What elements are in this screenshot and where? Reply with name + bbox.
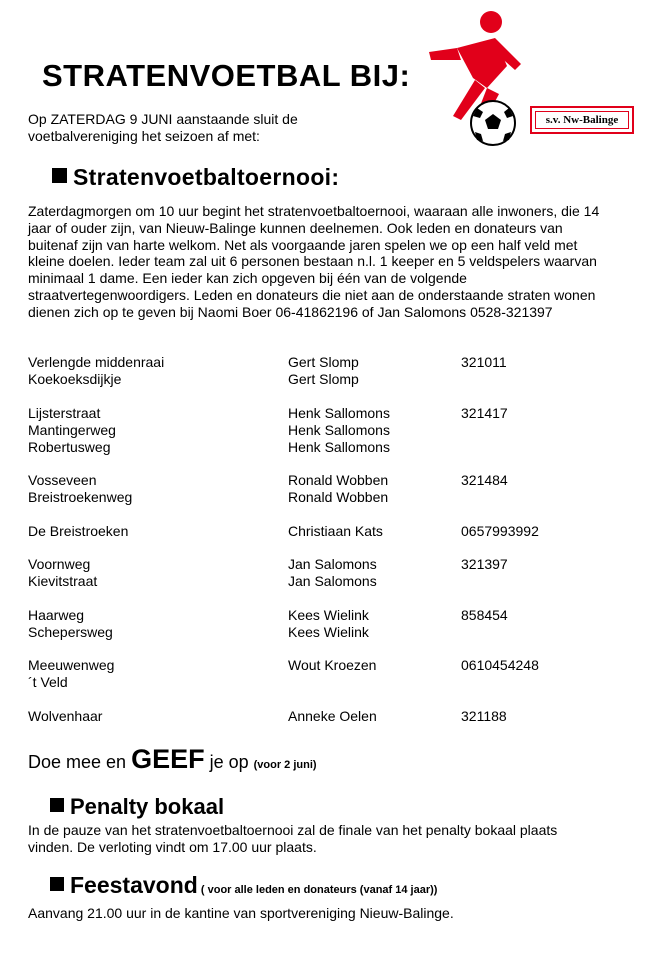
list-item xyxy=(28,405,628,422)
list-item xyxy=(28,489,628,506)
party-paragraph: Aanvang 21.00 uur in de kantine van sportvereniging Nieuw-Balinge. xyxy=(28,905,454,921)
club-badge-text: s.v. Nw-Balinge xyxy=(535,111,629,129)
street-name: Kievitstraat xyxy=(28,573,98,589)
heading-text: Feestavond xyxy=(70,872,198,898)
list-item xyxy=(28,607,628,624)
street-name: De Breistroeken xyxy=(28,522,129,539)
street-group xyxy=(28,405,628,456)
street-name: Meeuwenweg xyxy=(28,657,115,673)
contact-name: Henk Sallomons xyxy=(288,438,390,455)
tournament-paragraph: Zaterdagmorgen om 10 uur begint het stratenvoetbaltoernooi, waaraan alle inwoners, die 14 jaar of ouder zijn, van Nieuw-Balinge kunnen deelnemen. Ook leden en donateurs van buitenaf zijn van harte welkom. Net als voorgaande jaren spelen we op een half veld met kleine doelen. Ieder team zal uit 6 personen bestaan n.l. 1 keeper en 5 veldspelers waarvan minimaal 1 dame. Een ieder kan zich opgeven bij één van de volgende straatvertegenwoordigers. Leden en donateurs die niet aan de onderstaande straten wonen dienen zich op te geven bij Naomi Boer 06-41862196 of Jan Salomons 0528-321397 xyxy=(28,203,600,320)
street-name: Robertusweg xyxy=(28,438,111,455)
street-group xyxy=(28,354,628,388)
contact-name: Gert Slomp xyxy=(288,371,359,387)
street-name: Wolvenhaar xyxy=(28,707,103,724)
penalty-paragraph: In de pauze van het stratenvoetbaltoernooi zal de finale van het penalty bokaal plaats vinden. De verloting vindt om 17.00 uur plaats. xyxy=(28,822,558,855)
street-representatives-list xyxy=(28,354,628,741)
heading-text: Penalty bokaal xyxy=(70,794,225,819)
contact-name: Henk Sallomons xyxy=(288,404,390,421)
phone-number: 321011 xyxy=(461,354,507,370)
street-name: Breistroekenweg xyxy=(28,489,133,505)
square-bullet-icon xyxy=(50,877,64,891)
list-item xyxy=(28,371,628,388)
street-name: Mantingerweg xyxy=(28,421,116,438)
contact-name: Wout Kroezen xyxy=(288,657,377,673)
contact-name: Jan Salomons xyxy=(288,573,377,589)
list-item xyxy=(28,472,628,489)
street-name: Schepersweg xyxy=(28,623,113,640)
heading-text: Stratenvoetbaltoernooi: xyxy=(73,164,340,190)
phone-number: 321397 xyxy=(461,556,508,572)
signup-callout xyxy=(28,744,317,775)
contact-name: Jan Salomons xyxy=(288,556,377,572)
list-item xyxy=(28,556,628,573)
section-heading-party xyxy=(50,872,437,899)
page-title: STRATENVOETBAL BIJ: xyxy=(42,58,411,93)
street-name: Lijsterstraat xyxy=(28,404,101,421)
street-group xyxy=(28,607,628,641)
contact-name: Kees Wielink xyxy=(288,623,369,640)
intro-text: Op ZATERDAG 9 JUNI aanstaande sluit de voetbalvereniging het seizoen af met: xyxy=(28,111,298,144)
street-name: Voornweg xyxy=(28,556,91,572)
contact-name: Kees Wielink xyxy=(288,606,369,623)
list-item xyxy=(28,573,628,590)
street-group xyxy=(28,657,628,691)
square-bullet-icon xyxy=(52,168,67,183)
list-item xyxy=(28,674,628,691)
callout-note: (voor 2 juni) xyxy=(253,759,317,771)
street-name: Haarweg xyxy=(28,606,85,623)
list-item xyxy=(28,422,628,439)
callout-before: Doe mee en xyxy=(28,752,132,772)
list-item xyxy=(28,657,628,674)
section-heading-tournament xyxy=(52,164,339,191)
list-item xyxy=(28,708,628,725)
phone-number: 321188 xyxy=(461,707,507,724)
party-note: ( voor alle leden en donateurs (vanaf 14 jaar)) xyxy=(197,884,438,896)
contact-name: Ronald Wobben xyxy=(288,472,389,488)
contact-name: Anneke Oelen xyxy=(288,707,377,724)
street-name: Vosseveen xyxy=(28,472,97,488)
phone-number: 321484 xyxy=(461,472,508,488)
phone-number: 321417 xyxy=(461,404,508,421)
street-group xyxy=(28,708,628,725)
contact-name: Gert Slomp xyxy=(288,354,359,370)
street-name: ´t Veld xyxy=(28,674,68,690)
list-item xyxy=(28,624,628,641)
street-group xyxy=(28,556,628,590)
contact-name: Henk Sallomons xyxy=(288,421,390,438)
section-heading-penalty xyxy=(50,794,224,820)
callout-after: je op xyxy=(204,752,254,772)
contact-name: Ronald Wobben xyxy=(288,489,389,505)
club-badge xyxy=(530,106,634,134)
callout-emphasis: GEEF xyxy=(131,744,205,774)
street-name: Verlengde middenraai xyxy=(28,354,165,370)
street-group xyxy=(28,472,628,506)
street-group xyxy=(28,523,628,540)
list-item xyxy=(28,354,628,371)
list-item xyxy=(28,439,628,456)
square-bullet-icon xyxy=(50,798,64,812)
list-item xyxy=(28,523,628,540)
contact-name: Christiaan Kats xyxy=(288,522,383,539)
phone-number: 0610454248 xyxy=(461,657,539,673)
phone-number: 858454 xyxy=(461,606,508,623)
street-name: Koekoeksdijkje xyxy=(28,371,122,387)
phone-number: 0657993992 xyxy=(461,522,539,539)
